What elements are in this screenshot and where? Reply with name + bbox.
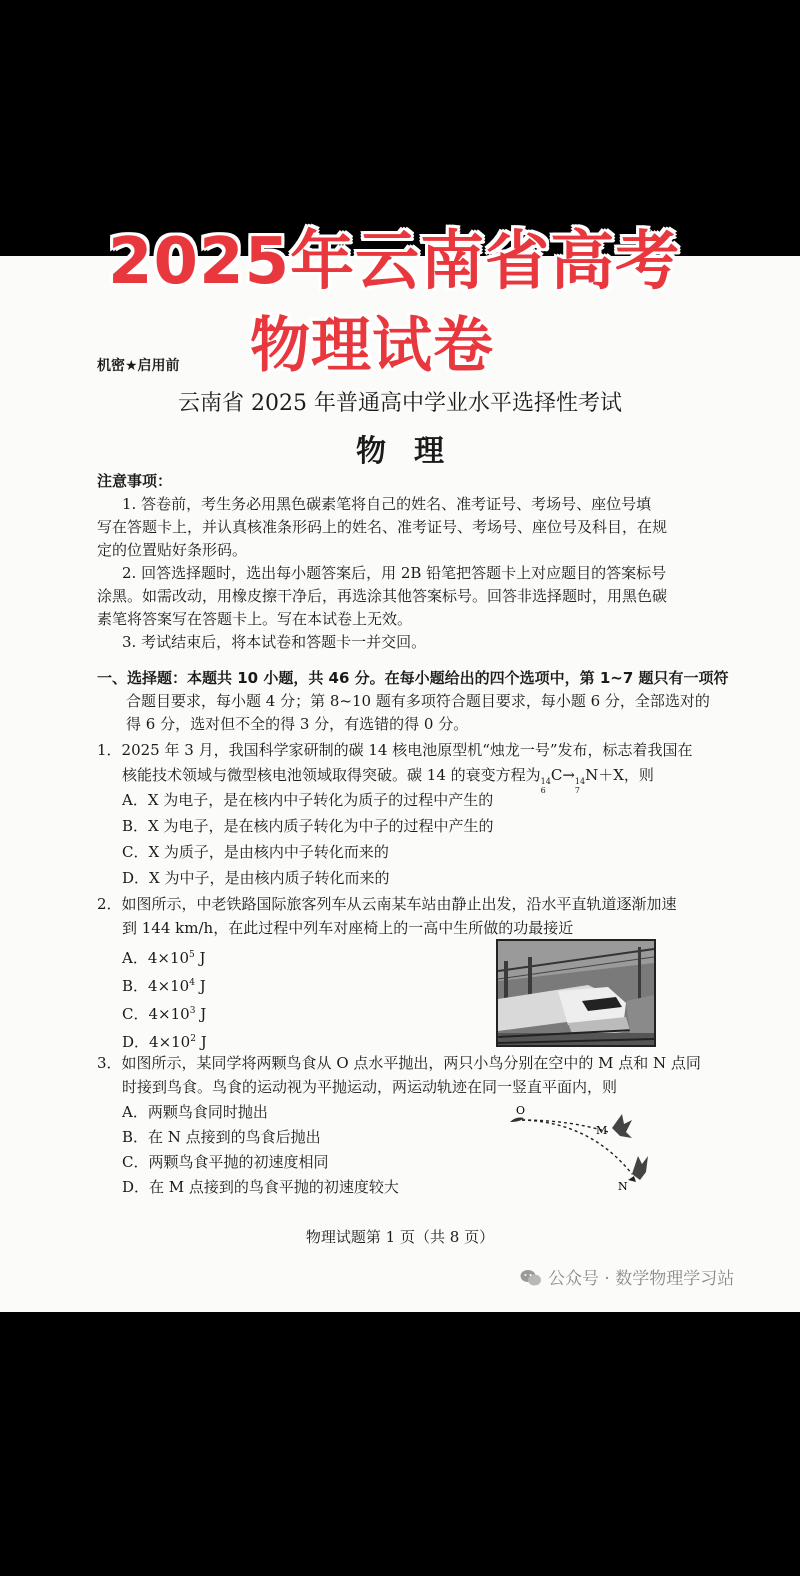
question-3-option-c: C．两颗鸟食平抛的初速度相同 [122,1153,329,1171]
section-line: 合题目要求，每小题 4 分；第 8~10 题有多项符合题目要求，每小题 6 分，全部选对的 [126,692,710,710]
option-unit: J [195,1033,207,1051]
question-2-option-a [122,944,206,969]
question-3-option-d: D．在 M 点接到的鸟食平抛的初速度较大 [122,1178,399,1196]
notice-line: 素笔将答案写在答题卡上。写在本试卷上无效。 [97,610,413,628]
question-3-option-b: B．在 N 点接到的鸟食后抛出 [122,1128,321,1146]
notice-line: 2. 回答选择题时，选出每小题答案后，用 2B 铅笔把答题卡上对应题目的答案标号 [122,564,667,582]
projectile-bird-diagram [500,1100,670,1200]
question-1-option-c: C．X 为质子，是由核内中子转化而来的 [122,843,389,861]
carbon-mass-number: 14 [540,777,551,786]
question-3-line1: 3．如图所示，某同学将两颗鸟食从 O 点水平抛出，两只小鸟分别在空中的 M 点和 N 点同 [97,1054,701,1072]
question-1-option-a: A．X 为电子，是在核内中子转化为质子的过程中产生的 [122,791,494,809]
notice-line: 3. 考试结束后，将本试卷和答题卡一并交回。 [122,633,427,651]
exam-title: 云南省 2025 年普通高中学业水平选择性考试 [178,391,622,416]
secret-label: 机密★启用前 [97,358,180,374]
carbon-charge-number: 6 [540,786,546,795]
option-base: 4×10 [148,1005,190,1023]
point-o-label: O [516,1104,526,1117]
question-3-option-a: A．两颗鸟食同时抛出 [122,1103,268,1121]
option-label: A． [122,949,148,967]
question-2-option-d [122,1028,207,1053]
train-photo [496,939,656,1047]
banner-title-line1: 2025年云南省高考 [108,225,681,299]
option-exponent: 3 [189,1006,196,1016]
wechat-icon [520,1269,542,1287]
question-2-line1: 2．如图所示，中老铁路国际旅客列车从云南某车站由静止出发，沿水平直轨道逐渐加速 [97,895,677,913]
question-1-option-d: D．X 为中子，是由核内质子转化而来的 [122,869,390,887]
question-1-line1: 1．2025 年 3 月，我国科学家研制的碳 14 核电池原型机“烛龙一号”发布，标志着我国在 [97,741,693,759]
question-1-text-suffix: N＋X，则 [585,766,654,784]
notice-heading: 注意事项： [97,472,173,490]
nitrogen-charge-number: 7 [574,786,580,795]
top-black-bar [0,0,800,256]
section-line: 得 6 分，选对但不全的得 3 分，有选错的得 0 分。 [126,715,469,733]
page-footer: 物理试题第 1 页（共 8 页） [305,1228,495,1246]
nitrogen-mass-number: 14 [574,777,586,786]
banner-title-line2: 物理试卷 [250,311,494,381]
option-label: B． [122,977,149,995]
subject-title: 物理 [356,434,472,469]
option-exponent: 4 [189,978,195,988]
section-heading: 一、选择题：本题共 10 小题，共 46 分。在每小题给出的四个选项中，第 1~7 题只有一项符 [97,669,729,687]
option-exponent: 2 [190,1034,196,1044]
notice-line: 涂黑。如需改动，用橡皮擦干净后，再选涂其他答案标号。回答非选择题时，用黑色碳 [97,587,668,605]
train-illustration [498,941,654,1045]
notice-line: 1. 答卷前，考生务必用黑色碳素笔将自己的姓名、准考证号、考场号、座位号填 [122,495,652,513]
bird-m-icon [612,1114,632,1138]
hand-icon [510,1118,524,1123]
arrow-symbol: → [562,766,575,784]
point-n-label: N [618,1180,628,1193]
option-unit: J [195,1005,207,1023]
decay-equation [541,764,585,795]
bird-n-icon [628,1156,648,1182]
notice-line: 写在答题卡上，并认真核准条形码上的姓名、准考证号、考场号、座位号及科目，在规 [97,518,668,536]
question-2-line2: 到 144 km/h，在此过程中列车对座椅上的一高中生所做的功最接近 [122,919,574,937]
question-1-option-b: B．X 为电子，是在核内质子转化为中子的过程中产生的 [122,817,494,835]
option-unit: J [194,949,206,967]
question-1-text-prefix: 核能技术领域与微型核电池领域取得突破。碳 14 的衰变方程为 [122,766,541,784]
option-label: C． [122,1005,149,1023]
option-base: 4×10 [147,949,190,967]
option-label: D． [122,1033,150,1051]
option-unit: J [194,977,206,995]
watermark-text: 公众号 · 数学物理学习站 [548,1269,735,1289]
carbon-symbol: C [550,766,563,784]
question-2-option-c [122,1000,206,1025]
question-3-line2: 时接到鸟食。鸟食的运动视为平抛运动，两运动轨迹在同一竖直平面内，则 [122,1078,618,1096]
option-base: 4×10 [149,1033,191,1051]
notice-line: 定的位置贴好条形码。 [97,541,248,559]
watermark [520,1264,734,1289]
point-m-label: M [596,1124,608,1137]
bottom-black-bar [0,1312,800,1576]
question-2-option-b [122,972,206,997]
option-exponent: 5 [189,950,195,960]
option-base: 4×10 [148,977,190,995]
